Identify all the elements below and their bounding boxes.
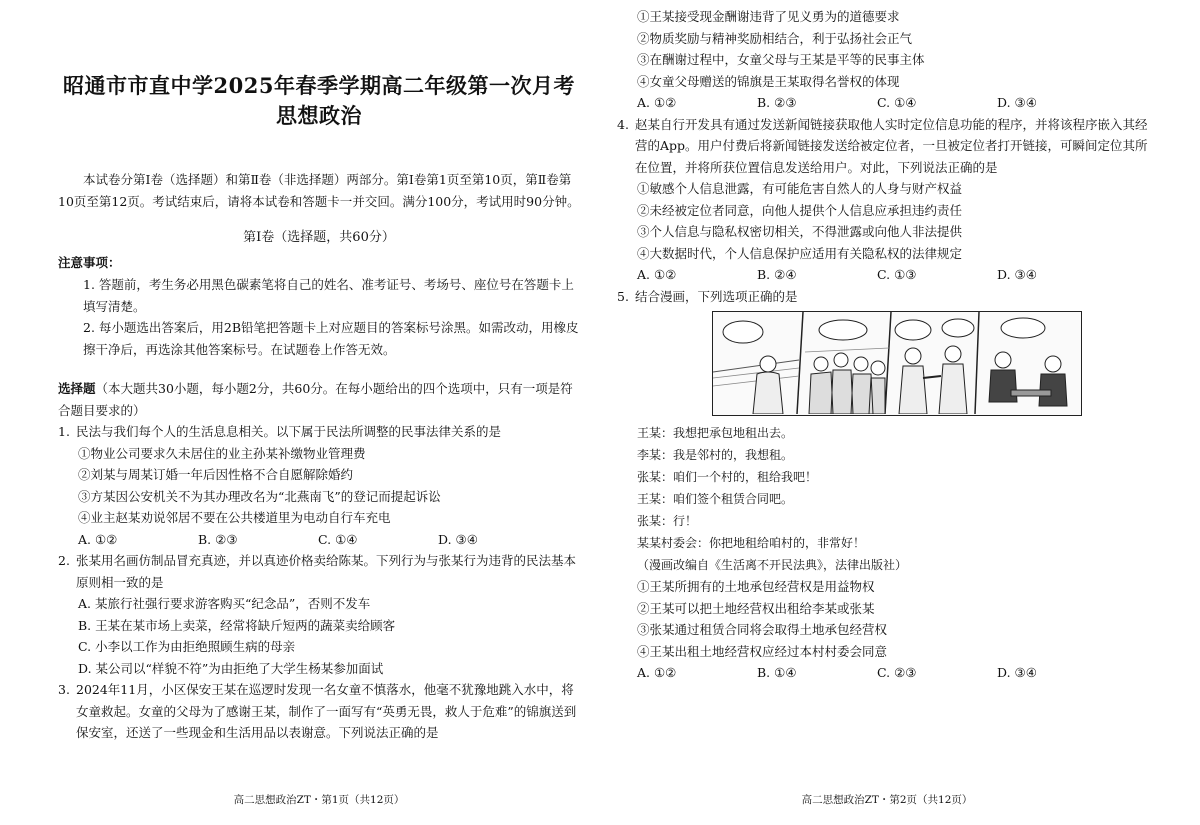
question-stem: 民法与我们每个人的生活息息相关。以下属于民法所调整的民事法律关系的是 [76,424,502,439]
choice-a[interactable]: A. 某旅行社强行要求游客购买“纪念品”，否则不发车 [78,596,371,611]
statement: ②未经被定位者同意，向他人提供个人信息应承担违约责任 [637,202,963,218]
choice-c[interactable]: C. ②③ [877,665,917,680]
answer-choices [58,529,580,551]
question-4 [617,114,1157,286]
question-1 [58,421,580,550]
question-number: 2. [58,553,70,568]
notice-heading: 注意事项： [58,255,121,270]
statement: ①王某接受现金酬谢违背了见义勇为的道德要求 [637,9,900,24]
question-number: 3. [58,682,70,697]
statement: ③在酬谢过程中，女童父母与王某是平等的民事主体 [637,52,925,67]
page-1 [58,0,580,825]
statement: ④王某出租土地经营权应经过本村村委会同意 [637,643,888,659]
page-footer: 高二思想政治ZT・第1页（共12页） [233,794,405,806]
statement: ①敏感个人信息泄露，有可能危害自然人的人身与财产权益 [637,181,963,196]
choice-c[interactable]: C. ①④ [318,531,358,547]
dialogue-line: 王某：我想把承包地租出去。 [637,426,794,440]
comic-strip-image [712,311,1082,416]
question-stem: 张某用名画仿制品冒充真迹，并以真迹价格卖给陈某。下列行为与张某行为违背的民法基本原则相一致的是 [76,553,577,590]
statement: ②刘某与周某订婚一年后因性格不合自愿解除婚约 [78,467,354,482]
question-stem: 赵某自行开发具有通过发送新闻链接获取他人实时定位信息功能的程序，并将该程序嵌入其经营的App。用户付费后将新闻链接发送给被定位者，一旦被定位者打开链接，可瞬间定位其所在位置，并将所获位置信息发送给用户。对此，下列说法正确的是 [635,116,1148,175]
choice-d[interactable]: D. ③④ [997,665,1037,680]
question-3 [58,679,580,744]
question-number: 4. [617,116,629,132]
dialogue-line: 张某：行！ [637,514,698,528]
statement: ③方某因公安机关不为其办理改名为“北燕南飞”的登记而提起诉讼 [78,488,441,504]
choice-d[interactable]: D. 某公司以“样貌不符”为由拒绝了大学生杨某参加面试 [78,660,384,676]
choice-a[interactable]: A. ①② [637,267,677,282]
subject-title: 思想政治 [276,103,362,128]
comic-dialogue [617,422,1157,576]
choice-a[interactable]: A. ①② [637,665,677,680]
choice-section-header [58,378,580,421]
statement: ①物业公司要求久未居住的业主孙某补缴物业管理费 [78,445,366,461]
question-2 [58,550,580,679]
comic-source: （漫画改编自《生活离不开民法典》，法律出版社） [637,558,908,572]
question-number: 5. [617,288,629,304]
choice-a[interactable]: A. ①② [637,95,677,110]
choice-label: 选择题 [58,381,96,396]
answer-choices [617,662,1157,684]
choice-b[interactable]: B. ①④ [757,665,797,680]
choice-d[interactable]: D. ③④ [997,267,1037,282]
question-5 [617,286,1157,308]
exam-intro: 本试卷分第Ⅰ卷（选择题）和第Ⅱ卷（非选择题）两部分。第Ⅰ卷第1页至第10页，第Ⅱ卷第10页至第12页。考试结束后，请将本试卷和答题卡一并交回。满分100分，考试用时90分钟。 [58,172,580,209]
choice-b[interactable]: B. ②③ [198,531,238,547]
question-5-statements [617,576,1157,684]
statement: ④业主赵某劝说邻居不要在公共楼道里为电动自行车充电 [78,510,391,525]
statement: ③张某通过租赁合同将会取得土地承包经营权 [637,622,888,637]
answer-choices [617,264,1157,286]
section-title: 第Ⅰ卷（选择题，共60分） [243,230,395,245]
question-stem: 结合漫画，下列选项正确的是 [635,288,798,304]
statement: ④大数据时代，个人信息保护应适用有关隐私权的法律规定 [637,245,963,261]
choice-c[interactable]: C. ①④ [877,95,917,110]
notice-2: 2. 每小题选出答案后，用2B铅笔把答题卡上对应题目的答案标号涂黑。如需改动，用橡皮擦干净后，再选涂其他答案标号。在试题卷上作答无效。 [83,320,579,357]
statement: ②王某可以把土地经营权出租给李某或张某 [637,600,875,616]
choice-c[interactable]: C. ①③ [877,267,917,282]
exam-title: 昭通市市直中学2025年春季学期高二年级第一次月考 [63,73,575,98]
dialogue-line: 某某村委会：你把地租给咱村的，非常好！ [637,536,866,550]
statement: ②物质奖励与精神奖励相结合，利于弘扬社会正气 [637,30,913,46]
dialogue-line: 李某：我是邻村的，我想租。 [637,448,794,462]
dialogue-line: 王某：咱们签个租赁合同吧。 [637,492,794,506]
question-stem: 2024年11月，小区保安王某在巡逻时发现一名女童不慎落水，他毫不犹豫地跳入水中，将女童救起。女童的父母为了感谢王某，制作了一面写有“英勇无畏，救人于危难”的锦旗送到保安室，还送了一些现金和生活用品以表谢意。下列说法正确的是 [76,682,577,740]
statement: ①王某所拥有的土地承包经营权是用益物权 [637,579,875,594]
answer-choices [617,92,1157,114]
choice-b[interactable]: B. ②④ [757,267,797,282]
statement: ④女童父母赠送的锦旗是王某取得名誉权的体现 [637,73,900,89]
choice-b[interactable]: B. 王某在某市场上卖菜，经常将缺斤短两的蔬菜卖给顾客 [78,617,396,633]
choice-desc: （本大题共30小题，每小题2分，共60分。在每小题给出的四个选项中，只有一项是符合题目要求的） [58,381,573,418]
choice-a[interactable]: A. ①② [78,531,118,547]
choice-c[interactable]: C. 小李以工作为由拒绝照顾生病的母亲 [78,639,296,654]
notice-1: 1. 答题前，考生务必用黑色碳素笔将自己的姓名、准考证号、考场号、座位号在答题卡上填写清楚。 [83,277,574,314]
statement: ③个人信息与隐私权密切相关，不得泄露或向他人非法提供 [637,224,963,239]
page-footer: 高二思想政治ZT・第2页（共12页） [801,794,973,806]
question-3-continued [617,6,1157,114]
choice-d[interactable]: D. ③④ [438,531,478,547]
choice-b[interactable]: B. ②③ [757,95,797,110]
comic-drawing [713,312,1080,414]
choice-d[interactable]: D. ③④ [997,95,1037,110]
question-number: 1. [58,424,70,439]
page-2 [617,0,1157,825]
dialogue-line: 张某：咱们一个村的，租给我吧！ [637,470,818,484]
